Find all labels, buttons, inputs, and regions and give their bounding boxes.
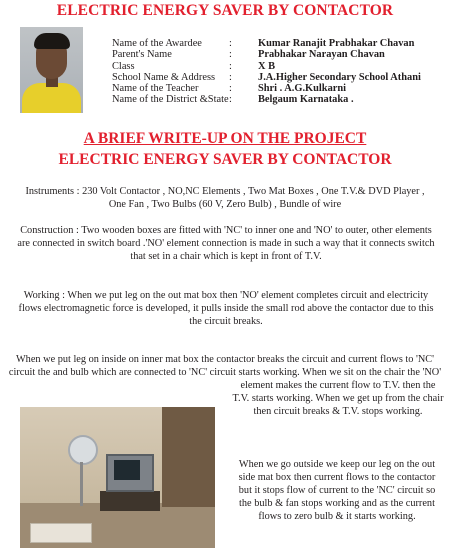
info-label: Parent's Name (112, 49, 172, 61)
info-label: School Name & Address (112, 71, 216, 83)
info-separator: : (229, 83, 232, 95)
working-paragraph: Working : When we put leg on the out mat box then 'NO' element completes circuit and electricity flows electromagnetic force is developed, it pulls inside the small rod above the contactor due to this the circuit breaks. (18, 290, 434, 327)
info-label: Name of the District &State (112, 94, 229, 106)
info-label: Class (112, 60, 135, 72)
info-value: X B (258, 60, 276, 72)
info-separator: : (229, 94, 232, 106)
info-label: Name of the Teacher (112, 83, 199, 95)
info-separator: : (229, 60, 232, 72)
info-separator: : (229, 38, 232, 49)
project-setup-photo (20, 407, 215, 548)
info-label: Name of the Awardee (112, 38, 202, 49)
student-portrait (20, 27, 83, 113)
info-value: J.A.Higher Secondary School Athani (258, 71, 421, 83)
inner-mat-text: When we put leg on inside on inner mat box the contactor breaks the circuit and current flows to 'NC' circuit the and bulb which are connected to 'NC' circuit starts working. When we sit on the chair the 'NO' element makes the current flow to T.V. then the T.V. starts working. When we get up from the chair then circuit breaks & T.V. stops working. (8, 354, 444, 417)
info-separator: : (229, 49, 232, 61)
instruments-paragraph: Instruments : 230 Volt Contactor , NO,NC Elements , Two Mat Boxes , One T.V.& DVD Player , One Fan , Two Bulbs (60 V, Zero Bulb) , Bundle of wire (25, 186, 425, 210)
outside-paragraph: When we go outside we keep our leg on the out side mat box then current flows to the contactor but it stops flow of current to the 'NC' circuit so the bulb & fan stops working and as the current flows to zero bulb & it starts working. (238, 459, 436, 522)
info-value: Prabhakar Narayan Chavan (258, 49, 385, 61)
writeup-title: A BRIEF WRITE-UP ON THE PROJECT (83, 130, 367, 147)
info-value: Shri . A.G.Kulkarni (258, 83, 347, 95)
info-value: Belgaum Karnataka . (258, 94, 354, 106)
construction-paragraph: Construction : Two wooden boxes are fitted with 'NC' to inner one and 'NO' to outer, other elements are connected in switch board .'NO' element connection is made in such a way that it connects switch that set in a chair which is kept in front of T.V. (17, 225, 435, 262)
page-title: ELECTRIC ENERGY SAVER BY CONTACTOR (56, 2, 394, 19)
info-separator: : (229, 71, 232, 83)
info-value: Kumar Ranajit Prabhakar Chavan (258, 38, 415, 49)
writeup-subtitle: ELECTRIC ENERGY SAVER BY CONTACTOR (58, 151, 392, 168)
